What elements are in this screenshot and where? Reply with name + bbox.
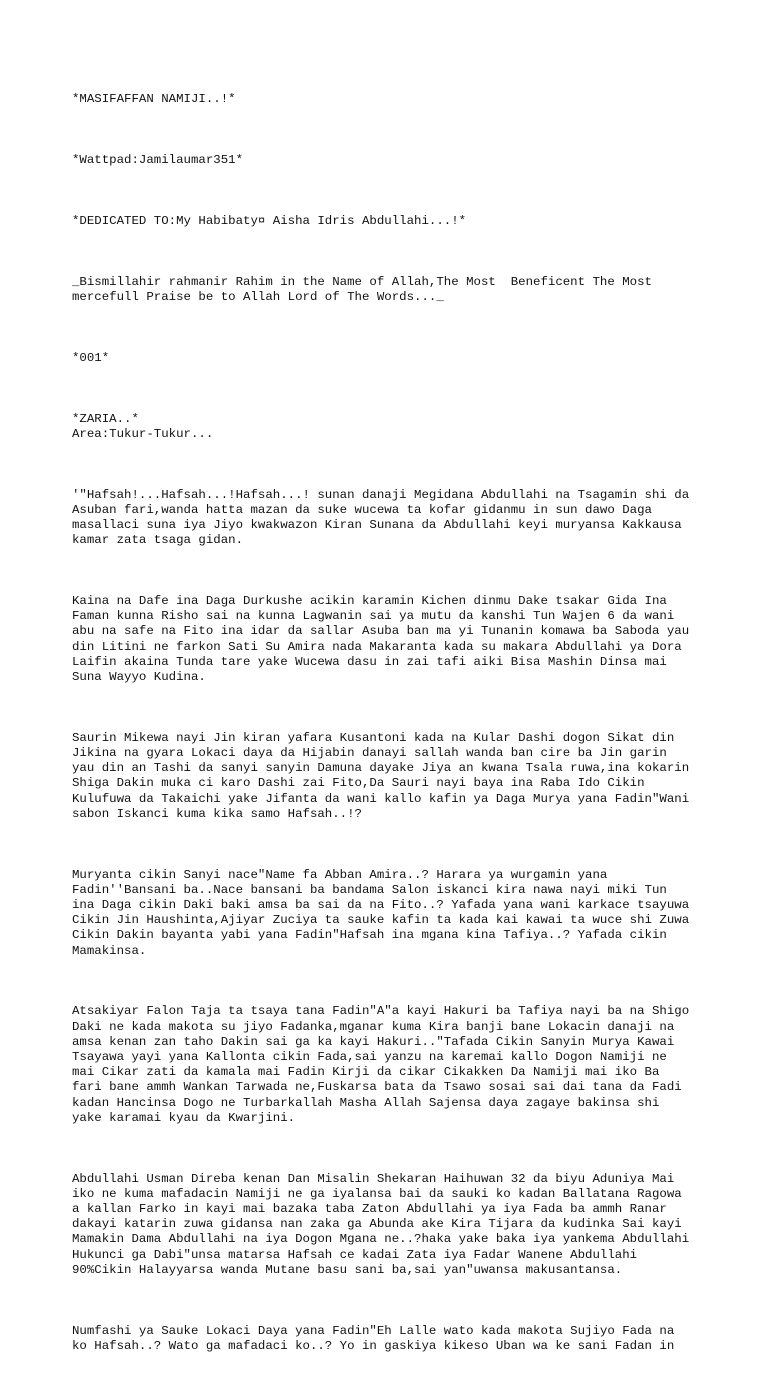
body-paragraph: Atsakiyar Falon Taja ta tsaya tana Fadin"A"a kayi Hakuri ba Tafiya nayi ba na Shigo Daki ne kada makota su jiyo Fadanka,mganar kuma Kira banji bane Lokacin danaji na amsa kenan zan taho Dakin sai ga ka kayi Hakuri.."Tafada Cikin Sanyin Murya Kawai Tsayawa yayi yana Kallonta cikin Fada,sai yanzu na karemai kallo Dogon Namiji ne mai Cikar zati da kamala mai Fadin Kirji da cikar Cikakken Da Namiji mai iko Ba fari bane ammh Wankan Tarwada ne,Fuskarsa bata da Tsawo sosai sai dai tana da Fadi kadan Hancinsa Dogo ne Turbarkallah Masha Allah Sajensa daya zagaye bakinsa shi yake karamai kyau da Kwarjini. <box>72 1004 690 1125</box>
chapter-number: *001* <box>72 350 110 365</box>
body-paragraph: Abdullahi Usman Direba kenan Dan Misalin Shekaran Haihuwan 32 da biyu Aduniya Mai iko ne kuma mafadacin Namiji ne ga iyalansa bai da sauki ko kadan Ballatana Ragowa a kallan Farko in kayi mai bazaka taba Zaton Abdullahi ya iya Fada ba ammh Ranar dakayi katarin zuwa gidansa nan zaka ga Abunda ake Kira Tijara da kudinka Sai kayi Mamakin Dama Abdullahi na iya Dogon Mgana ne..?haka yake baka iya yankema Abdullahi Hukunci ga Dabi"unsa matarsa Hafsah ce kadai Zata iya Fadar Wanene Abdullahi 90%Cikin Halayyarsa wanda Mutane basu sani ba,sai yan"uwansa makusantansa. <box>72 1171 690 1277</box>
story-title: *MASIFAFFAN NAMIJI..!* <box>72 92 236 107</box>
body-paragraph: '"Hafsah!...Hafsah...!Hafsah...! sunan danaji Megidana Abdullahi na Tsagamin shi da Asuban fari,wanda hatta mazan da suke wucewa ta kofar gidanmu in sun dawo Daga masallaci suna iya Jiyo kwakwazon Kiran Sunana da Abdullahi keyi muryansa Kakkausa kamar zata tsaga gidan. <box>72 487 690 548</box>
location-heading: *ZARIA..* Area:Tukur-Tukur... <box>72 411 214 441</box>
body-paragraph: Muryanta cikin Sanyi nace"Name fa Abban Amira..? Harara ya wurgamin yana Fadin''Bansani ba..Nace bansani ba bandama Salon iskanci kira nawa nayi miki Tun ina Daga cikin Daki baki amsa ba sai da na Fito..? Yafada yana wani karkace tsayuwa Cikin Jin Haushinta,Ajiyar Zuciya ta sauke kafin ta kada kai kawai ta wuce shi Zuwa Cikin Dakin bayanta yabi yana Fadin"Hafsah ina mgana kina Tafiya..? Yafada cikin Mamakinsa. <box>72 867 690 958</box>
body-paragraph: Saurin Mikewa nayi Jin kiran yafara Kusantoni kada na Kular Dashi dogon Sikat din Jikina na gyara Lokaci daya da Hijabin danayi sallah wanda ban cire ba Jin garin yau din an Tashi da sanyi sanyin Damuna dayake Jiya an kwana Tsala ruwa,ina kokarin Shiga Dakin muka ci karo Dashi zai Fito,Da Sauri nayi baya ina Raba Ido Cikin Kulufuwa da Takaichi yake Jifanta da wani kallo kafin ya Daga Murya yana Fadin"Wani sabon Iskanci kuma kika samo Hafsah..!? <box>72 730 690 821</box>
dedication: *DEDICATED TO:My Habibaty¤ Aisha Idris Abdullahi...!* <box>72 214 467 228</box>
body-paragraph: Kaina na Dafe ina Daga Durkushe acikin karamin Kichen dinmu Dake tsakar Gida Ina Faman kunna Risho sai na kunna Lagwanin sai ya mutu da kanshi Tun Wajen 6 da wani abu na safe na Fito ina idar da sallar Asuba ban ma yi Tunanin komawa ba Saboda yau din Litini ne farkon Sati Su Amira nada Makaranta kada su makara Abdullahi ya Dora Laifin akaina Tunda tare yake Wucewa dasu in zai tafi aiki Bisa Mashin Dinsa mai Suna Wayyo Kudina. <box>72 594 690 685</box>
bismillah-line: _Bismillahir rahmanir Rahim in the Name of Allah,The Most Beneficent The Most mercefull Praise be to Allah Lord of The Words..._ <box>72 274 652 304</box>
wattpad-handle: *Wattpad:Jamilaumar351* <box>72 153 244 168</box>
document-page <box>72 62 708 1384</box>
body-paragraph: Numfashi ya Sauke Lokaci Daya yana Fadin"Eh Lalle wato kada makota Sujiyo Fada na ko Hafsah..? Wato ga mafadaci ko..? Yo in gaskiya kikeso Uban wa ke sani Fadan in <box>72 1323 675 1353</box>
